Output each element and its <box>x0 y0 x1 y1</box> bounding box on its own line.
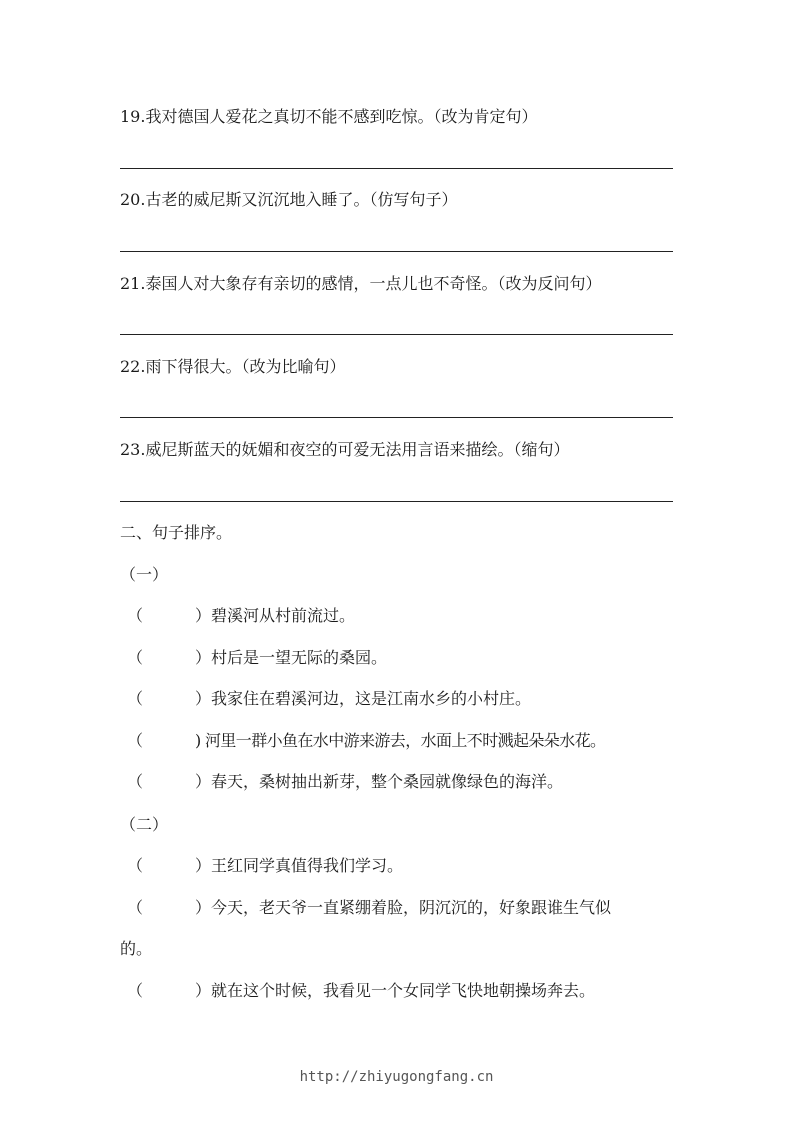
order-blank[interactable]: （ <box>127 648 144 667</box>
order-blank[interactable]: （ <box>127 981 144 1000</box>
order-item <box>127 605 355 627</box>
order-blank-close: ） <box>195 981 212 1000</box>
question-20: 20.古老的威尼斯又沉沉地入睡了。（仿写句子） <box>120 190 458 209</box>
order-item-text: 河里一群小鱼在水中游来游去，水面上不时溅起朵朵水花。 <box>205 731 606 750</box>
order-blank[interactable]: （ <box>127 606 144 625</box>
order-item <box>127 980 595 1002</box>
order-item-text: 就在这个时候，我看见一个女同学飞快地朝操场奔去。 <box>211 981 596 1000</box>
order-item-text: 王红同学真值得我们学习。 <box>211 856 404 875</box>
question-21: 21.泰国人对大象存有亲切的感情，一点儿也不奇怪。（改为反问句） <box>120 274 602 293</box>
answer-line-22[interactable] <box>120 417 673 418</box>
order-item-text: 春天，桑树抽出新芽，整个桑园就像绿色的海洋。 <box>211 772 564 791</box>
order-blank-close: ） <box>195 772 212 791</box>
footer-url[interactable]: http://zhiyugongfang.cn <box>299 1069 494 1085</box>
order-item <box>127 647 387 669</box>
question-23: 23.威尼斯蓝天的妩媚和夜空的可爱无法用言语来描绘。（缩句） <box>120 440 570 459</box>
order-blank-close: ) <box>195 731 202 750</box>
answer-line-19[interactable] <box>120 168 673 169</box>
order-blank-close: ） <box>195 648 212 667</box>
order-item <box>127 771 563 793</box>
order-blank[interactable]: （ <box>127 689 144 708</box>
order-blank-close: ） <box>195 689 212 708</box>
order-item <box>127 688 531 710</box>
group-label-1: （一） <box>120 565 169 584</box>
order-blank-close: ） <box>195 856 212 875</box>
order-blank[interactable]: （ <box>127 898 144 917</box>
answer-line-23[interactable] <box>120 501 673 502</box>
question-19: 19.我对德国人爱花之真切不能不感到吃惊。（改为肯定句） <box>120 107 538 126</box>
answer-line-21[interactable] <box>120 334 673 335</box>
order-item <box>127 855 403 877</box>
order-item-text: 今天，老天爷一直紧绷着脸，阴沉沉的，好象跟谁生气似 <box>211 898 612 917</box>
order-blank-close: ） <box>195 606 212 625</box>
section-heading: 二、句子排序。 <box>120 523 233 542</box>
order-item-continuation: 的。 <box>120 939 153 958</box>
order-item-text: 我家住在碧溪河边，这是江南水乡的小村庄。 <box>211 689 532 708</box>
question-22: 22.雨下得很大。（改为比喻句） <box>120 357 346 376</box>
answer-line-20[interactable] <box>120 251 673 252</box>
order-item <box>127 897 611 919</box>
group-label-2: （二） <box>120 815 169 834</box>
order-item-text: 村后是一望无际的桑园。 <box>211 648 388 667</box>
order-blank[interactable]: （ <box>127 772 144 791</box>
order-blank[interactable]: （ <box>127 731 144 750</box>
order-item <box>127 730 605 752</box>
order-blank-close: ） <box>195 898 212 917</box>
order-blank[interactable]: （ <box>127 856 144 875</box>
order-item-text: 碧溪河从村前流过。 <box>211 606 356 625</box>
